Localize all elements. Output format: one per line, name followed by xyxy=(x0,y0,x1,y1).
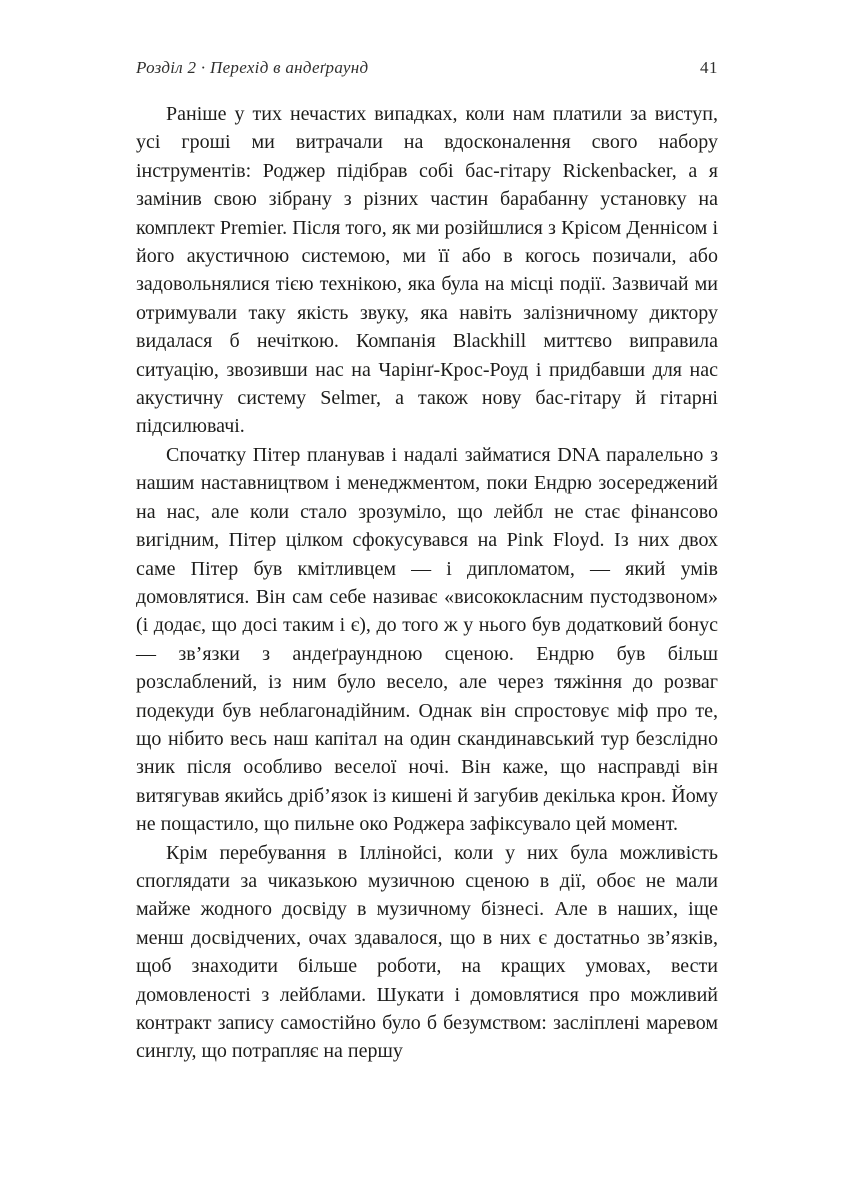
body-text xyxy=(136,100,718,1066)
paragraph: Спочатку Пітер планував і надалі займатися DNA паралельно з нашим наставництвом і менеджментом, поки Ендрю зосереджений на нас, але коли стало зрозуміло, що лейбл не стає фінансово вигідним, Пітер цілком сфокусувався на Pink Floyd. Із них двох саме Пітер був кмітливцем — і дипломатом, — який умів домовлятися. Він сам себе називає «висококласним пустодзвоном» (і додає, що досі таким і є), до того ж у нього був додатковий бонус — зв’язки з андеґраундною сценою. Ендрю був більш розслаблений, із ним було весело, але через тяжіння до розваг подекуди був неблагонадійним. Однак він спростовує міф про те, що нібито весь наш капітал на один скандинавський тур безслідно зник після особливо веселої ночі. Він каже, що насправді він витягував якийсь дріб’язок із кишені й загубив декілька крон. Йому не пощастило, що пильне око Роджера зафіксувало цей момент. xyxy=(136,443,718,836)
page-number: 41 xyxy=(700,58,718,77)
chapter-label: Розділ 2 · Перехід в андеґраунд xyxy=(136,58,369,77)
running-head xyxy=(136,58,718,78)
paragraph: Раніше у тих нечастих випадках, коли нам платили за виступ, усі гроші ми витрачали на вдосконалення свого набору інструментів: Роджер підібрав собі бас-гітару Rickenbacker, а я замінив свою зібрану з різних частин барабанну установку на комплект Premier. Після того, як ми розійшлися з Крісом Деннісом і його акустичною системою, ми її або в когось позичали, або задовольнялися тією технікою, яка була на місці події. Зазвичай ми отримували таку якість звуку, яка навіть залізничному диктору видалася б нечіткою. Компанія Blackhill миттєво виправила ситуацію, звозивши нас на Чарінґ-Крос-Роуд і придбавши для нас акустичну систему Selmer, а також нову бас-гітару й гітарні підсилювачі. xyxy=(136,103,718,438)
paragraph: Крім перебування в Іллінойсі, коли у них була можливість споглядати за чиказькою музичною сценою в дії, обоє не мали майже жодного досвіду в музичному бізнесі. Але в наших, іще менш досвідчених, очах здавалося, що в них є достатньо зв’язків, щоб знаходити більше роботи, на кращих умовах, вести домовленості з лейблами. Шукати і домовлятися про можливий контракт запису самостійно було б безумством: засліплені маревом синглу, що потрапляє на першу xyxy=(136,841,718,1063)
